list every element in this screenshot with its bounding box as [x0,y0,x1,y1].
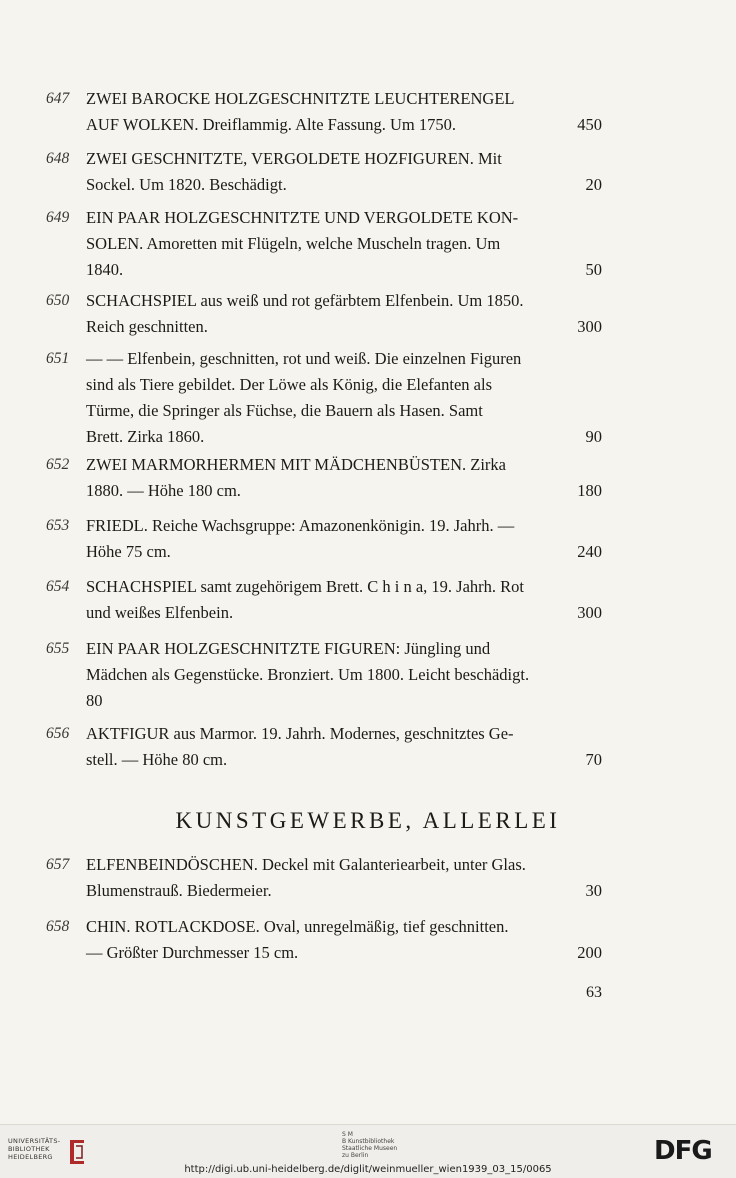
entry-line: AKTFIGUR aus Marmor. 19. Jahrh. Modernes, geschnitztes Ge- [86,724,514,743]
digitization-footer [0,1124,736,1178]
entry-line: EIN PAAR HOLZGESCHNITZTE FIGUREN: Jüngling und [86,639,491,658]
section-heading: KUNSTGEWERBE, ALLERLEI [175,808,561,833]
entry-line: ZWEI MARMORHERMEN MIT MÄDCHENBÜSTEN. Zirka [86,455,506,474]
entry-number: 654 [46,578,70,595]
entry-line: Reich geschnitten. [86,317,208,336]
entry-line: Höhe 75 cm. [86,542,171,561]
entry-line: Blumenstrauß. Biedermeier. [86,881,272,900]
entry-number: 655 [46,640,70,657]
entry-price: 240 [577,542,602,561]
entry-line: Brett. Zirka 1860. [86,427,205,446]
entry-line: stell. — Höhe 80 cm. [86,750,228,769]
entry-line: EIN PAAR HOLZGESCHNITZTE UND VERGOLDETE KON- [86,208,519,227]
catalog-entry-647 [46,86,602,138]
entry-line: FRIEDL. Reiche Wachsgruppe: Amazonenkönigin. 19. Jahrh. — [86,516,515,535]
entry-number: 651 [46,350,70,367]
entry-number: 658 [46,918,70,935]
catalog-entry-654 [46,574,602,626]
entry-number: 652 [46,456,70,473]
page-number: 63 [586,984,602,1001]
entry-number: 656 [46,725,70,742]
entry-price: 200 [577,943,602,962]
catalog-entry-657 [46,852,602,904]
catalog-entry-648 [46,146,602,198]
entry-line: SCHACHSPIEL aus weiß und rot gefärbtem Elfenbein. Um 1850. [86,291,524,310]
entry-line: CHIN. ROTLACKDOSE. Oval, unregelmäßig, tief geschnitten. [86,917,509,936]
entry-number: 647 [46,90,70,107]
entry-line: — Größter Durchmesser 15 cm. [86,943,299,962]
entry-price: 50 [585,260,602,279]
entry-line: ZWEI GESCHNITZTE, VERGOLDETE HOZFIGUREN. Mit [86,149,502,168]
university-library-logo[interactable] [8,1137,68,1161]
entry-price: 300 [577,603,602,622]
entry-price: 90 [585,427,602,446]
entry-line: 1840. [86,260,124,279]
museum-credit-line: zu Berlin [342,1152,369,1159]
library-name-line: BIBLIOTHEK [8,1145,50,1153]
catalog-entry-652 [46,452,602,504]
entry-line: Türme, die Springer als Füchse, die Bauern als Hasen. Samt [86,401,483,420]
library-name-line: HEIDELBERG [8,1153,53,1161]
permalink-url[interactable]: http://digi.ub.uni-heidelberg.de/diglit/weinmueller_wien1939_03_15/0065 [184,1164,552,1175]
entry-line: ELFENBEINDÖSCHEN. Deckel mit Galanteriearbeit, unter Glas. [86,855,526,874]
entry-number: 653 [46,517,70,534]
entry-number: 657 [46,856,70,873]
entry-line: Mädchen als Gegenstücke. Bronziert. Um 1800. Leicht beschädigt. [86,665,530,684]
entry-price: 20 [585,175,602,194]
entry-price: 70 [585,750,602,769]
museum-credit [342,1131,462,1159]
entry-line: — — Elfenbein, geschnitten, rot und weiß. Die einzelnen Figuren [86,349,522,368]
library-name-line: UNIVERSITÄTS- [8,1137,61,1145]
entry-price: 450 [577,115,602,134]
entry-line: 1880. — Höhe 180 cm. [86,481,241,500]
museum-credit-line: B Kunstbibliothek [342,1138,395,1145]
entry-price: 30 [585,881,602,900]
catalog-entry-656 [46,721,602,773]
library-seal-icon [66,1137,88,1167]
catalog-entry-650 [46,288,602,340]
entry-number: 648 [46,150,70,167]
dfg-logo[interactable]: DFG [654,1136,712,1166]
catalog-entry-655 [46,636,602,714]
catalog-entry-649 [46,205,602,283]
museum-credit-line: Staatliche Museen [342,1145,398,1152]
entry-line: sind als Tiere gebildet. Der Löwe als König, die Elefanten als [86,375,492,394]
entry-price: 180 [577,481,602,500]
entry-price: 80 [86,691,103,710]
catalog-entry-653 [46,513,602,565]
entry-line: SCHACHSPIEL samt zugehörigem Brett. C h i n a, 19. Jahrh. Rot [86,577,524,596]
catalog-entry-651 [46,346,602,450]
entry-line: SOLEN. Amoretten mit Flügeln, welche Muscheln tragen. Um [86,234,501,253]
entry-line: Sockel. Um 1820. Beschädigt. [86,175,287,194]
entry-number: 650 [46,292,70,309]
entry-line: und weißes Elfenbein. [86,603,234,622]
entry-line: ZWEI BAROCKE HOLZGESCHNITZTE LEUCHTERENGEL [86,89,515,108]
museum-credit-line: S M [342,1131,353,1138]
entry-line: AUF WOLKEN. Dreiflammig. Alte Fassung. Um 1750. [86,115,457,134]
entry-number: 649 [46,209,70,226]
entry-price: 300 [577,317,602,336]
catalog-entry-658 [46,914,602,966]
